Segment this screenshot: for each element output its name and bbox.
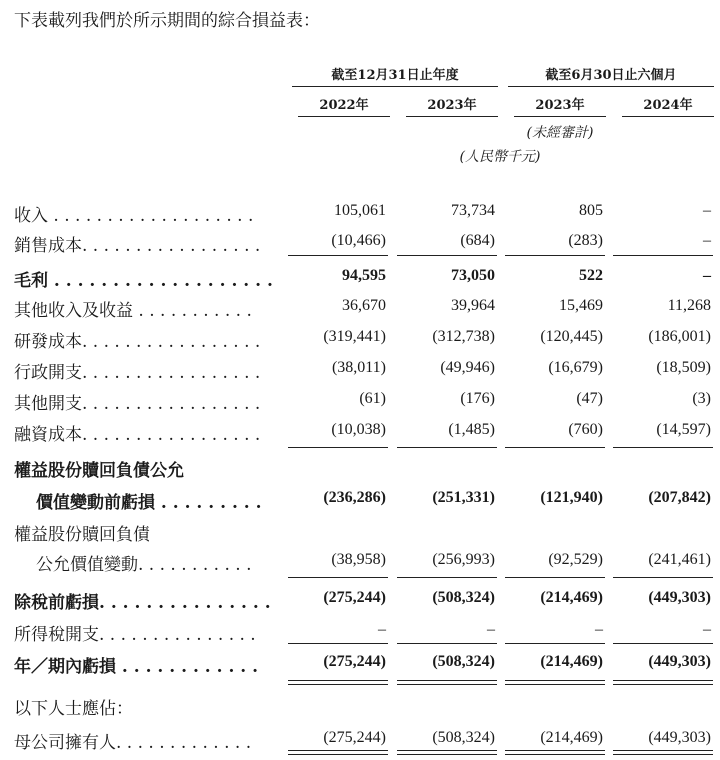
rule-line xyxy=(505,750,605,751)
table-row xyxy=(0,197,720,227)
intro-text: 下表載列我們於所示期間的綜合損益表： xyxy=(14,11,320,31)
row-value: (214,469) xyxy=(540,653,603,670)
rule-line xyxy=(397,750,497,751)
table-row xyxy=(0,690,720,720)
row-value: 805 xyxy=(579,202,603,219)
rule-line xyxy=(505,684,605,685)
rule-line xyxy=(288,643,388,644)
rule-line xyxy=(505,255,605,256)
row-value: (38,011) xyxy=(331,359,386,376)
rule-line xyxy=(288,754,388,755)
rule-line xyxy=(613,684,713,685)
row-label: 所得稅開支. . . . . . . . . . . . . . . xyxy=(14,625,256,645)
row-value: 522 xyxy=(579,267,603,284)
row-label: 其他收入及收益 . . . . . . . . . . . xyxy=(14,301,252,321)
rule-line xyxy=(613,750,713,751)
table-row xyxy=(0,227,720,257)
row-value: (319,441) xyxy=(323,328,386,345)
table-row xyxy=(0,323,720,353)
header-group-year: 截至12月31日止年度 xyxy=(292,64,498,87)
row-value: 36,670 xyxy=(342,297,386,314)
row-value: (214,469) xyxy=(540,729,603,746)
row-label: 研發成本. . . . . . . . . . . . . . . . . xyxy=(14,332,261,352)
rule-line xyxy=(613,255,713,256)
row-label: 融資成本. . . . . . . . . . . . . . . . . xyxy=(14,425,261,445)
header-group-six-months: 截至6月30日止六個月 xyxy=(508,64,714,87)
unaudited-note: (未經審計) xyxy=(526,125,594,141)
row-value: 73,050 xyxy=(451,267,495,284)
row-value: (186,001) xyxy=(648,328,711,345)
header-year-2024-h1: 2024年 xyxy=(622,94,714,117)
row-value: (449,303) xyxy=(648,589,711,606)
rule-line xyxy=(505,447,605,448)
row-value: (275,244) xyxy=(323,653,386,670)
rule-line xyxy=(613,577,713,578)
header-year-2022: 2022年 xyxy=(298,94,390,117)
rule-line xyxy=(397,643,497,644)
rule-line xyxy=(397,680,497,681)
row-value: – xyxy=(703,621,711,638)
table-row xyxy=(0,452,720,482)
row-label: 價值變動前虧損 . . . . . . . . . xyxy=(36,493,262,513)
row-value: (10,466) xyxy=(331,232,386,249)
row-value: – xyxy=(703,267,711,284)
row-value: – xyxy=(703,202,711,219)
rule-line xyxy=(613,643,713,644)
row-label: 以下人士應佔： xyxy=(14,699,133,719)
row-label: 銷售成本. . . . . . . . . . . . . . . . . xyxy=(14,236,261,256)
row-label: 公允價值變動. . . . . . . . . . . xyxy=(36,555,252,575)
row-value: (18,509) xyxy=(656,359,711,376)
rule-line xyxy=(288,750,388,751)
rule-line xyxy=(397,684,497,685)
rule-line xyxy=(505,680,605,681)
row-value: (508,324) xyxy=(432,729,495,746)
row-label: 母公司擁有人. . . . . . . . . . . . . xyxy=(14,733,252,753)
row-value: (236,286) xyxy=(323,489,386,506)
table-row xyxy=(0,516,720,546)
rule-line xyxy=(505,643,605,644)
table-row xyxy=(0,262,720,292)
row-value: – xyxy=(595,621,603,638)
row-value: (16,679) xyxy=(548,359,603,376)
row-value: 15,469 xyxy=(559,297,603,314)
row-value: (251,331) xyxy=(432,489,495,506)
row-label: 行政開支. . . . . . . . . . . . . . . . . xyxy=(14,363,261,383)
rule-line xyxy=(288,684,388,685)
row-value: (312,738) xyxy=(432,328,495,345)
table-row xyxy=(0,484,720,514)
table-row xyxy=(0,546,720,576)
row-label: 毛利 . . . . . . . . . . . . . . . . . . . xyxy=(14,271,273,291)
header-year-2023: 2023年 xyxy=(406,94,498,117)
row-value: (207,842) xyxy=(648,489,711,506)
row-value: (684) xyxy=(460,232,495,249)
row-value: (283) xyxy=(568,232,603,249)
row-value: (275,244) xyxy=(323,589,386,606)
row-value: (275,244) xyxy=(323,729,386,746)
rule-line xyxy=(613,754,713,755)
table-row xyxy=(0,616,720,646)
row-label: 年／期內虧損 . . . . . . . . . . . . xyxy=(14,657,259,677)
unit-note: (人民幣千元) xyxy=(459,149,541,165)
rule-line xyxy=(505,754,605,755)
rule-line xyxy=(288,255,388,256)
row-value: (760) xyxy=(568,421,603,438)
rule-line xyxy=(288,680,388,681)
row-value: (508,324) xyxy=(432,589,495,606)
table-row xyxy=(0,292,720,322)
row-value: 105,061 xyxy=(334,202,386,219)
row-value: 39,964 xyxy=(451,297,495,314)
row-value: – xyxy=(378,621,386,638)
row-value: 73,734 xyxy=(451,202,495,219)
row-value: (47) xyxy=(576,390,603,407)
rule-line xyxy=(397,447,497,448)
row-value: (256,993) xyxy=(432,551,495,568)
row-value: (92,529) xyxy=(548,551,603,568)
table-row xyxy=(0,584,720,614)
row-value: (214,469) xyxy=(540,589,603,606)
row-value: (176) xyxy=(460,390,495,407)
row-value: 11,268 xyxy=(667,297,711,314)
table-row xyxy=(0,648,720,678)
row-value: (10,038) xyxy=(331,421,386,438)
row-value: (38,958) xyxy=(331,551,386,568)
row-value: (49,946) xyxy=(440,359,495,376)
header-year-2023-h1: 2023年 xyxy=(514,94,606,117)
table-row xyxy=(0,416,720,446)
rule-line xyxy=(613,447,713,448)
row-value: (1,485) xyxy=(448,421,495,438)
rule-line xyxy=(613,680,713,681)
rule-line xyxy=(505,577,605,578)
row-value: (121,940) xyxy=(540,489,603,506)
row-value: – xyxy=(703,232,711,249)
row-value: (449,303) xyxy=(648,729,711,746)
row-value: (449,303) xyxy=(648,653,711,670)
row-value: 94,595 xyxy=(342,267,386,284)
rule-line xyxy=(288,447,388,448)
row-value: (61) xyxy=(359,390,386,407)
rule-line xyxy=(288,577,388,578)
rule-line xyxy=(397,754,497,755)
row-value: (14,597) xyxy=(656,421,711,438)
row-label: 其他開支. . . . . . . . . . . . . . . . . xyxy=(14,394,261,414)
row-value: – xyxy=(487,621,495,638)
table-row xyxy=(0,354,720,384)
row-value: (508,324) xyxy=(432,653,495,670)
row-label: 權益股份贖回負債公允 xyxy=(14,461,184,481)
rule-line xyxy=(397,577,497,578)
row-value: (241,461) xyxy=(648,551,711,568)
row-value: (120,445) xyxy=(540,328,603,345)
row-label: 權益股份贖回負債 xyxy=(14,525,150,545)
row-value: (3) xyxy=(692,390,711,407)
row-label: 除稅前虧損. . . . . . . . . . . . . . . xyxy=(14,593,271,613)
row-label: 收入 . . . . . . . . . . . . . . . . . . . xyxy=(14,206,254,226)
table-row xyxy=(0,385,720,415)
rule-line xyxy=(397,255,497,256)
